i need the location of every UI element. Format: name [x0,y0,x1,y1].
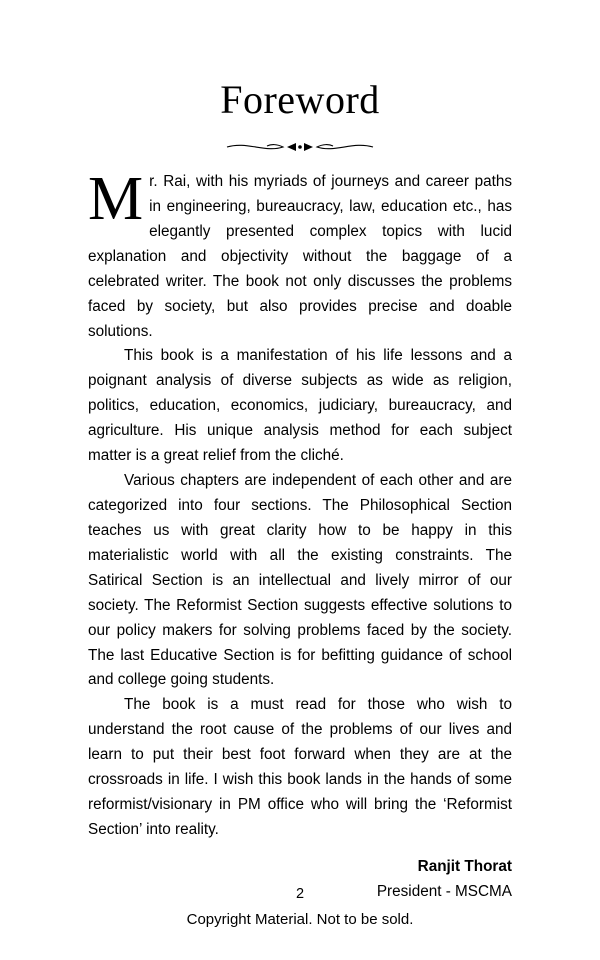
page-title: Foreword [220,77,380,122]
page-footer [0,882,600,932]
paragraph-2: This book is a manifestation of his life lessons and a poignant analysis of diverse subjects as wide as religion, politics, education, economics, judiciary, bureaucracy, and agriculture. His unique analysis method for each subject matter is a great relief from the cliché. [88,347,512,465]
flourish-divider-icon [225,140,375,154]
copyright-notice: Copyright Material. Not to be sold. [186,910,414,928]
foreword-body [88,165,512,843]
paragraph-1: Mr. Rai, with his myriads of journeys and career paths in engineering, bureaucracy, law, education etc., has elegantly presented complex topics with lucid explanation and objectivity without the baggage of a celebrated writer. The book not only discusses the problems faced by society, but also provides precise and doable solutions. [88,165,512,340]
page-number: 2 [295,885,305,902]
paragraph-4: The book is a must read for those who wish to understand the root cause of the problems of our lives and learn to put their best foot forward when they are at the crossroads in life. I wish this book lands in the hands of some reformist/visionary in PM office who will bring the ‘Reformist Section’ into reality. [88,696,512,838]
paragraph-3: Various chapters are independent of each other and are categorized into four sections. The Philosophical Section teaches us with great clarity how to be happy in this materialistic world with all the existing constraints. The Satirical Section is an intellectual and lively mirror of our society. The Reformist Section suggests effective solutions to our policy makers for solving problems faced by the society. The last Educative Section is for befitting guidance of school and college going students. [88,472,512,689]
signature-role: President - MSCMA [376,882,512,900]
signature-name: Ranjit Thorat [417,857,512,875]
